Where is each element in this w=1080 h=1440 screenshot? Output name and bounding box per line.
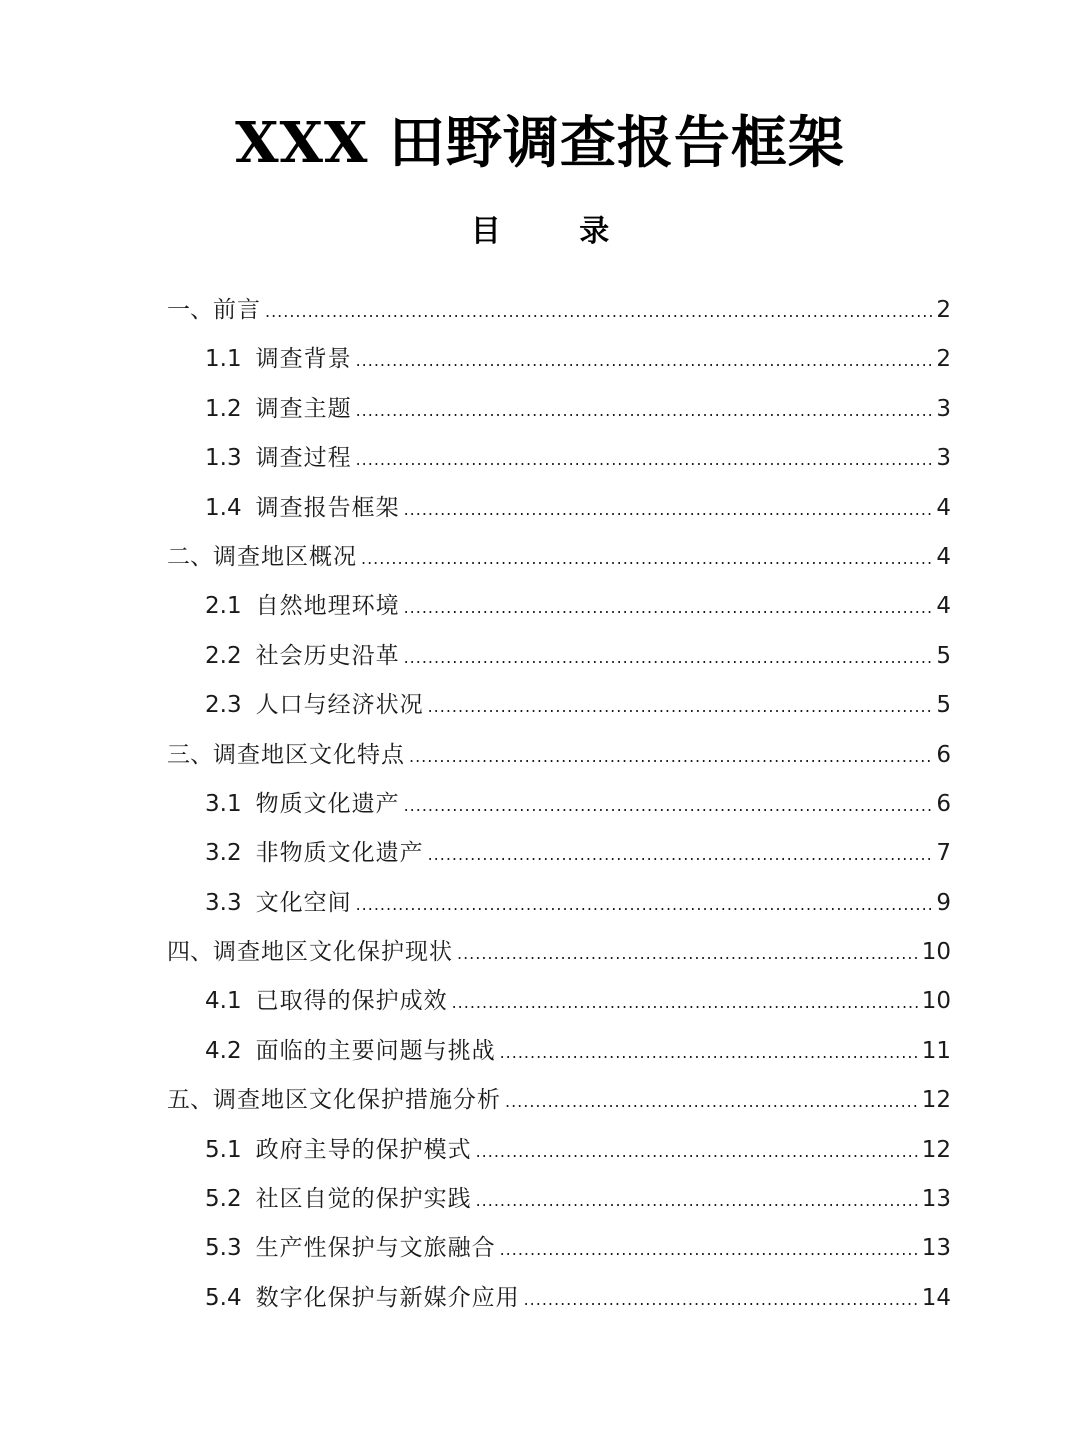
toc-dot-leader — [428, 682, 935, 731]
toc-page-number: 6 — [936, 741, 951, 768]
toc-dot-leader — [361, 534, 934, 583]
toc-entry-title: 社区自觉的保护实践 — [255, 1186, 472, 1213]
toc-page-number: 4 — [936, 494, 951, 521]
toc-entry-title: 调查主题 — [255, 395, 352, 422]
toc-entry-title: 调查地区概况 — [213, 543, 357, 570]
toc-subsection-entry[interactable] — [167, 1175, 951, 1224]
toc-subsection-entry[interactable] — [167, 681, 951, 730]
toc-page-number: 3 — [936, 445, 951, 472]
document-title: XXX 田野调查报告框架 — [235, 110, 845, 176]
toc-page-number: 5 — [936, 642, 951, 669]
toc-entry-number: 5.3 — [205, 1235, 242, 1262]
toc-page-number: 7 — [936, 840, 951, 867]
toc-page-number: 3 — [936, 395, 951, 422]
toc-entry-title: 政府主导的保护模式 — [255, 1136, 472, 1163]
toc-entry-number: 4.2 — [205, 1037, 242, 1064]
toc-dot-leader — [500, 1028, 920, 1077]
toc-page-number: 4 — [936, 593, 951, 620]
toc-entry-number: 一、 — [167, 297, 213, 323]
toc-subsection-entry[interactable] — [167, 434, 951, 483]
toc-page-number: 9 — [936, 889, 951, 916]
toc-dot-leader — [265, 287, 934, 336]
toc-dot-leader — [356, 336, 935, 385]
toc-subsection-entry[interactable] — [167, 829, 951, 878]
toc-heading: 目 录 — [470, 214, 644, 249]
toc-section-entry[interactable] — [167, 1076, 951, 1125]
toc-entry-number: 四、 — [167, 939, 213, 966]
toc-subsection-entry[interactable] — [167, 582, 951, 631]
toc-page-number: 10 — [921, 988, 951, 1015]
toc-subsection-entry[interactable] — [167, 780, 951, 829]
toc-page-number: 13 — [921, 1235, 951, 1262]
toc-entry-title: 调查背景 — [255, 346, 352, 373]
toc-page-number: 14 — [921, 1284, 951, 1311]
toc-subsection-entry[interactable] — [167, 484, 951, 533]
toc-subsection-entry[interactable] — [167, 879, 951, 928]
toc-dot-leader — [524, 1275, 920, 1324]
toc-entry-number: 4.1 — [205, 988, 242, 1015]
toc-dot-leader — [476, 1176, 920, 1225]
toc-entry-title: 非物质文化遗产 — [255, 840, 424, 867]
toc-page-number: 2 — [936, 346, 951, 373]
toc-entry-title: 物质文化遗产 — [255, 790, 400, 817]
toc-dot-leader — [476, 1127, 920, 1176]
toc-entry-title: 调查地区文化保护措施分析 — [213, 1087, 501, 1114]
toc-page-number: 4 — [936, 543, 951, 570]
toc-entry-title: 人口与经济状况 — [255, 692, 424, 719]
toc-entry-number: 1.2 — [205, 395, 242, 422]
toc-page-number: 12 — [921, 1136, 951, 1163]
toc-entry-title: 自然地理环境 — [255, 593, 400, 620]
toc-entry-number: 1.4 — [205, 494, 242, 521]
toc-entry-number: 五、 — [167, 1087, 213, 1114]
toc-page-number: 12 — [921, 1087, 951, 1114]
toc-entry-title: 调查地区文化保护现状 — [213, 939, 453, 966]
toc-entry-title: 调查过程 — [255, 445, 352, 472]
toc-entry-title: 文化空间 — [255, 889, 352, 916]
toc-subsection-entry[interactable] — [167, 632, 951, 681]
toc-subsection-entry[interactable] — [167, 385, 951, 434]
toc-subsection-entry[interactable] — [167, 1027, 951, 1076]
toc-dot-leader — [356, 386, 935, 435]
toc-dot-leader — [452, 978, 920, 1027]
toc-page-number: 11 — [921, 1037, 951, 1064]
toc-dot-leader — [409, 732, 934, 781]
toc-entry-number: 1.3 — [205, 445, 242, 472]
toc-dot-leader — [356, 880, 935, 929]
toc-entry-title: 数字化保护与新媒介应用 — [255, 1284, 520, 1311]
toc-entry-title: 面临的主要问题与挑战 — [255, 1037, 496, 1064]
toc-entry-number: 5.2 — [205, 1186, 242, 1213]
toc-entry-title: 社会历史沿革 — [255, 642, 400, 669]
toc-entry-number: 2.3 — [205, 692, 242, 719]
toc-dot-leader — [404, 781, 935, 830]
toc-dot-leader — [457, 929, 920, 978]
toc-entry-number: 3.3 — [205, 889, 242, 916]
toc-dot-leader — [356, 435, 935, 484]
toc-entry-number: 3.1 — [205, 790, 242, 817]
toc-dot-leader — [505, 1077, 920, 1126]
toc-section-entry[interactable] — [167, 533, 951, 582]
toc-section-entry[interactable] — [167, 731, 951, 780]
toc-entry-number: 三、 — [167, 741, 213, 768]
toc-subsection-entry[interactable] — [167, 1126, 951, 1175]
toc-page-number: 5 — [936, 692, 951, 719]
toc-subsection-entry[interactable] — [167, 335, 951, 384]
toc-page-number: 2 — [936, 297, 951, 323]
toc-subsection-entry[interactable] — [167, 1224, 951, 1273]
toc-page-number: 6 — [936, 790, 951, 817]
toc-entry-number: 1.1 — [205, 346, 242, 373]
toc-dot-leader — [404, 485, 935, 534]
table-of-contents — [167, 286, 951, 1323]
toc-page-number: 13 — [921, 1186, 951, 1213]
toc-section-entry[interactable] — [167, 286, 951, 335]
toc-entry-title: 已取得的保护成效 — [255, 988, 448, 1015]
toc-entry-number: 5.1 — [205, 1136, 242, 1163]
toc-subsection-entry[interactable] — [167, 1274, 951, 1323]
toc-entry-title: 生产性保护与文旅融合 — [255, 1235, 496, 1262]
toc-entry-number: 2.1 — [205, 593, 242, 620]
toc-entry-title: 调查报告框架 — [255, 494, 400, 521]
toc-page-number: 10 — [921, 939, 951, 966]
toc-section-entry[interactable] — [167, 928, 951, 977]
toc-entry-number: 5.4 — [205, 1284, 242, 1311]
toc-entry-number: 3.2 — [205, 840, 242, 867]
toc-dot-leader — [404, 633, 935, 682]
toc-entry-number: 二、 — [167, 543, 213, 570]
toc-dot-leader — [500, 1225, 920, 1274]
toc-entry-title: 调查地区文化特点 — [213, 741, 405, 768]
toc-entry-title: 前言 — [213, 297, 261, 323]
toc-entry-number: 2.2 — [205, 642, 242, 669]
toc-subsection-entry[interactable] — [167, 977, 951, 1026]
toc-dot-leader — [428, 830, 935, 879]
toc-dot-leader — [404, 583, 935, 632]
